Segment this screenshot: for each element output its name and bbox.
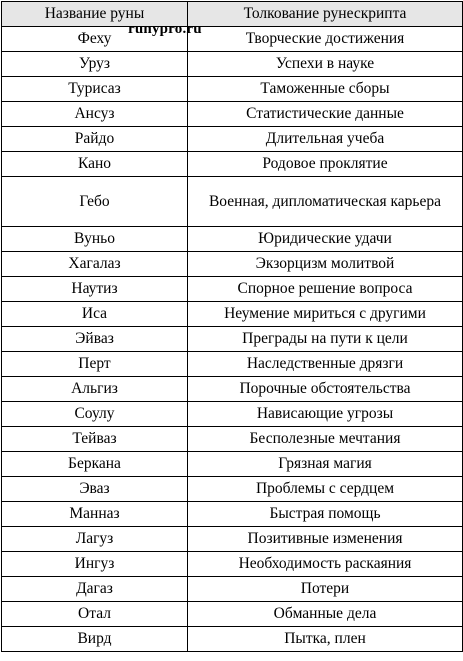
interpretation-cell: Порочные обстоятельства xyxy=(188,377,463,402)
rune-name-cell: Ансуз xyxy=(2,102,188,127)
interpretation-cell: Статистические данные xyxy=(188,102,463,127)
table-row xyxy=(2,127,463,152)
interpretation-cell: Проблемы с сердцем xyxy=(188,477,463,502)
rune-name-cell: Альгиз xyxy=(2,377,188,402)
rune-name-cell: Перт xyxy=(2,352,188,377)
table-row xyxy=(2,552,463,577)
table-row xyxy=(2,227,463,252)
table-row xyxy=(2,577,463,602)
interpretation-cell: Грязная магия xyxy=(188,452,463,477)
rune-name-cell: Хагалаз xyxy=(2,252,188,277)
interpretation-cell: Обманные дела xyxy=(188,602,463,627)
table-row xyxy=(2,352,463,377)
interpretation-cell: Родовое проклятие xyxy=(188,152,463,177)
interpretation-cell: Экзорцизм молитвой xyxy=(188,252,463,277)
table-row xyxy=(2,627,463,652)
rune-name-cell: Дагаз xyxy=(2,577,188,602)
interpretation-cell: Неумение мириться с другими xyxy=(188,302,463,327)
header-row xyxy=(2,2,463,27)
table-row xyxy=(2,277,463,302)
table-row xyxy=(2,602,463,627)
rune-name-cell: Уруз xyxy=(2,52,188,77)
rune-name-cell: Гебо xyxy=(2,177,188,227)
interpretation-cell: Пытка, плен xyxy=(188,627,463,652)
table-row xyxy=(2,477,463,502)
rune-name-cell: Иса xyxy=(2,302,188,327)
interpretation-cell: Таможенные сборы xyxy=(188,77,463,102)
interpretation-cell: Бесполезные мечтания xyxy=(188,427,463,452)
rune-name-cell: Беркана xyxy=(2,452,188,477)
table-row xyxy=(2,427,463,452)
table-row xyxy=(2,527,463,552)
interpretation-cell: Наследственные дрязги xyxy=(188,352,463,377)
interpretation-cell: Успехи в науке xyxy=(188,52,463,77)
rune-name-cell: Кано xyxy=(2,152,188,177)
rune-name-cell: Райдо xyxy=(2,127,188,152)
interpretation-cell: Творческие достижения xyxy=(188,27,463,52)
rune-name-cell: Феху xyxy=(2,27,188,52)
table-row xyxy=(2,402,463,427)
rune-name-cell: Манназ xyxy=(2,502,188,527)
interpretation-cell: Потери xyxy=(188,577,463,602)
rune-name-cell: Ингуз xyxy=(2,552,188,577)
interpretation-cell: Военная, дипломатическая карьера xyxy=(188,177,463,227)
header-interpretation: Толкование рунескрипта xyxy=(188,2,463,27)
table-row xyxy=(2,302,463,327)
runes-table xyxy=(1,1,463,652)
table-row xyxy=(2,77,463,102)
table-row xyxy=(2,327,463,352)
rune-name-cell: Вуньо xyxy=(2,227,188,252)
table-row xyxy=(2,452,463,477)
rune-name-cell: Вирд xyxy=(2,627,188,652)
rune-name-cell: Эваз xyxy=(2,477,188,502)
header-rune-name: Название руны xyxy=(2,2,188,27)
table-row xyxy=(2,177,463,227)
watermark-text: runypro.ru xyxy=(128,21,202,37)
rune-name-cell: Наутиз xyxy=(2,277,188,302)
interpretation-cell: Необходимость раскаяния xyxy=(188,552,463,577)
table-row xyxy=(2,52,463,77)
interpretation-cell: Длительная учеба xyxy=(188,127,463,152)
table-row xyxy=(2,152,463,177)
rune-name-cell: Тейваз xyxy=(2,427,188,452)
interpretation-cell: Спорное решение вопроса xyxy=(188,277,463,302)
table-row xyxy=(2,27,463,52)
rune-name-cell: Соулу xyxy=(2,402,188,427)
rune-name-cell: Лагуз xyxy=(2,527,188,552)
table-row xyxy=(2,252,463,277)
table-row xyxy=(2,102,463,127)
rune-name-cell: Отал xyxy=(2,602,188,627)
table-body xyxy=(2,27,463,652)
table-row xyxy=(2,377,463,402)
interpretation-cell: Позитивные изменения xyxy=(188,527,463,552)
rune-name-cell: Эйваз xyxy=(2,327,188,352)
rune-name-cell: Турисаз xyxy=(2,77,188,102)
interpretation-cell: Быстрая помощь xyxy=(188,502,463,527)
interpretation-cell: Юридические удачи xyxy=(188,227,463,252)
interpretation-cell: Преграды на пути к цели xyxy=(188,327,463,352)
table-row xyxy=(2,502,463,527)
interpretation-cell: Нависающие угрозы xyxy=(188,402,463,427)
